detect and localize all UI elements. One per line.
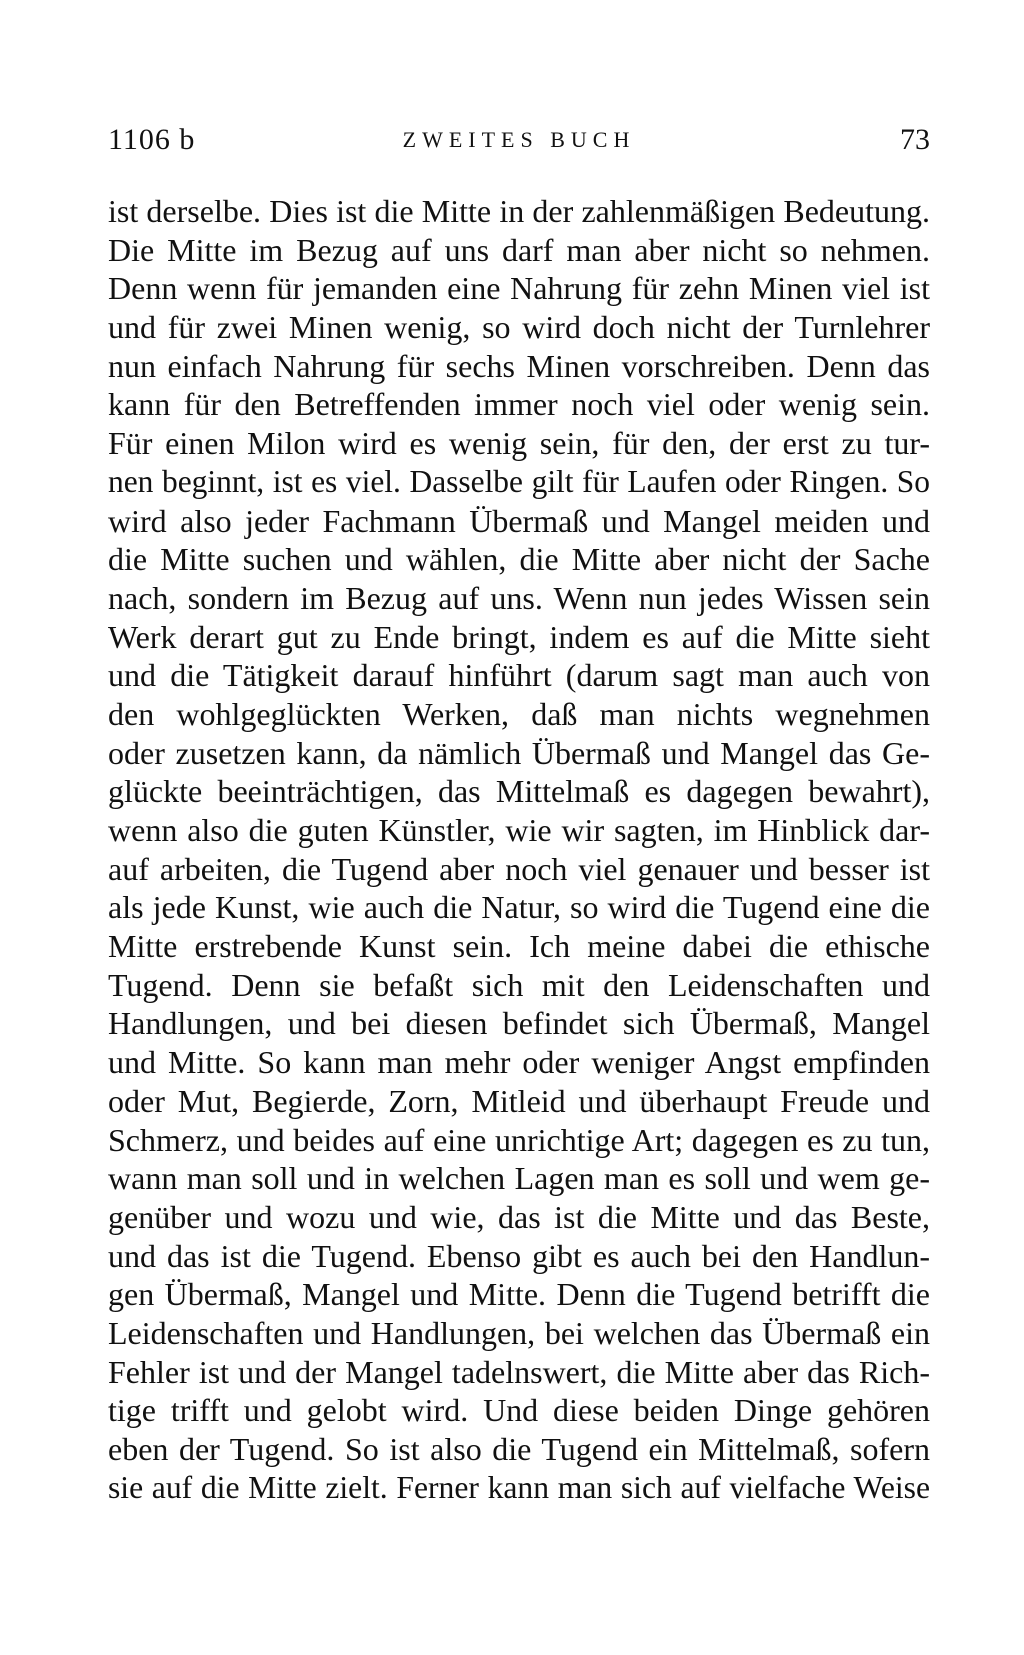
text-line: nach, sondern im Bezug auf uns. Wenn nun jedes Wissen sein (108, 579, 930, 616)
text-line: sie auf die Mitte zielt. Ferner kann man sich auf vielfache Weise (108, 1469, 930, 1505)
text-line: tige trifft und gelobt wird. Und diese beiden Dinge gehören (108, 1392, 930, 1429)
running-title: ZWEITES BUCH (402, 127, 636, 152)
text-line: auf arbeiten, die Tugend aber noch viel genauer und besser ist (108, 850, 930, 887)
marginal-reference: 1106 b (108, 123, 196, 156)
text-line: Handlungen, und bei diesen befindet sich Übermaß, Mangel (108, 1005, 930, 1042)
text-line: genüber und wozu und wie, das ist die Mitte und das Beste, (108, 1198, 930, 1235)
text-line: wenn also die guten Künstler, wie wir sagten, im Hinblick dar- (108, 812, 930, 848)
text-line: kann für den Betreffenden immer noch viel oder wenig sein. (108, 386, 930, 423)
text-line: Für einen Milon wird es wenig sein, für den, der erst zu tur- (108, 425, 930, 462)
text-line: Mitte erstrebende Kunst sein. Ich meine dabei die ethische (108, 928, 930, 965)
body-text (108, 192, 930, 1507)
text-line: Leidenschaften und Handlungen, bei welchen das Übermaß ein (108, 1314, 930, 1351)
running-header (108, 120, 930, 160)
text-line: eben der Tugend. So ist also die Tugend ein Mittelmaß, sofern (108, 1431, 930, 1467)
text-line: und das ist die Tugend. Ebenso gibt es auch bei den Handlun- (108, 1237, 930, 1274)
text-line: als jede Kunst, wie auch die Natur, so wird die Tugend eine die (108, 889, 930, 926)
text-line: oder zusetzen kann, da nämlich Übermaß und Mangel das Ge- (108, 734, 930, 771)
text-line: Die Mitte im Bezug auf uns darf man aber nicht so nehmen. (108, 231, 930, 268)
text-line: oder Mut, Begierde, Zorn, Mitleid und überhaupt Freude und (108, 1082, 930, 1119)
text-line: Fehler ist und der Mangel tadelnswert, die Mitte aber das Rich- (108, 1353, 930, 1390)
text-line: nen beginnt, ist es viel. Dasselbe gilt für Laufen oder Ringen. So (108, 463, 930, 499)
text-line: ist derselbe. Dies ist die Mitte in der zahlenmäßigen Bedeutung. (108, 193, 930, 229)
text-line: den wohlgeglückten Werken, daß man nichts wegnehmen (108, 695, 930, 732)
text-line: gen Übermaß, Mangel und Mitte. Denn die Tugend betrifft die (108, 1276, 930, 1313)
text-line: und Mitte. So kann man mehr oder weniger Angst empfinden (108, 1044, 930, 1081)
page-number: 73 (900, 123, 930, 156)
text-line: Denn wenn für jemanden eine Nahrung für zehn Minen viel ist (108, 270, 930, 307)
text-line: und die Tätigkeit darauf hinführt (darum sagt man auch von (108, 657, 930, 694)
text-line: nun einfach Nahrung für sechs Minen vorschreiben. Denn das (108, 347, 930, 384)
text-line: Werk derart gut zu Ende bringt, indem es auf die Mitte sieht (108, 618, 930, 655)
text-line: wann man soll und in welchen Lagen man es soll und wem ge- (108, 1160, 930, 1197)
text-line: glückte beeinträchtigen, das Mittelmaß es dagegen bewahrt), (108, 773, 930, 810)
text-line: Schmerz, und beides auf eine unrichtige Art; dagegen es zu tun, (108, 1121, 930, 1158)
text-line: wird also jeder Fachmann Übermaß und Mangel meiden und (108, 502, 930, 539)
text-line: die Mitte suchen und wählen, die Mitte aber nicht der Sache (108, 541, 930, 578)
text-line: Tugend. Denn sie befaßt sich mit den Leidenschaften und (108, 966, 930, 1003)
text-line: und für zwei Minen wenig, so wird doch nicht der Turnlehrer (108, 309, 930, 346)
